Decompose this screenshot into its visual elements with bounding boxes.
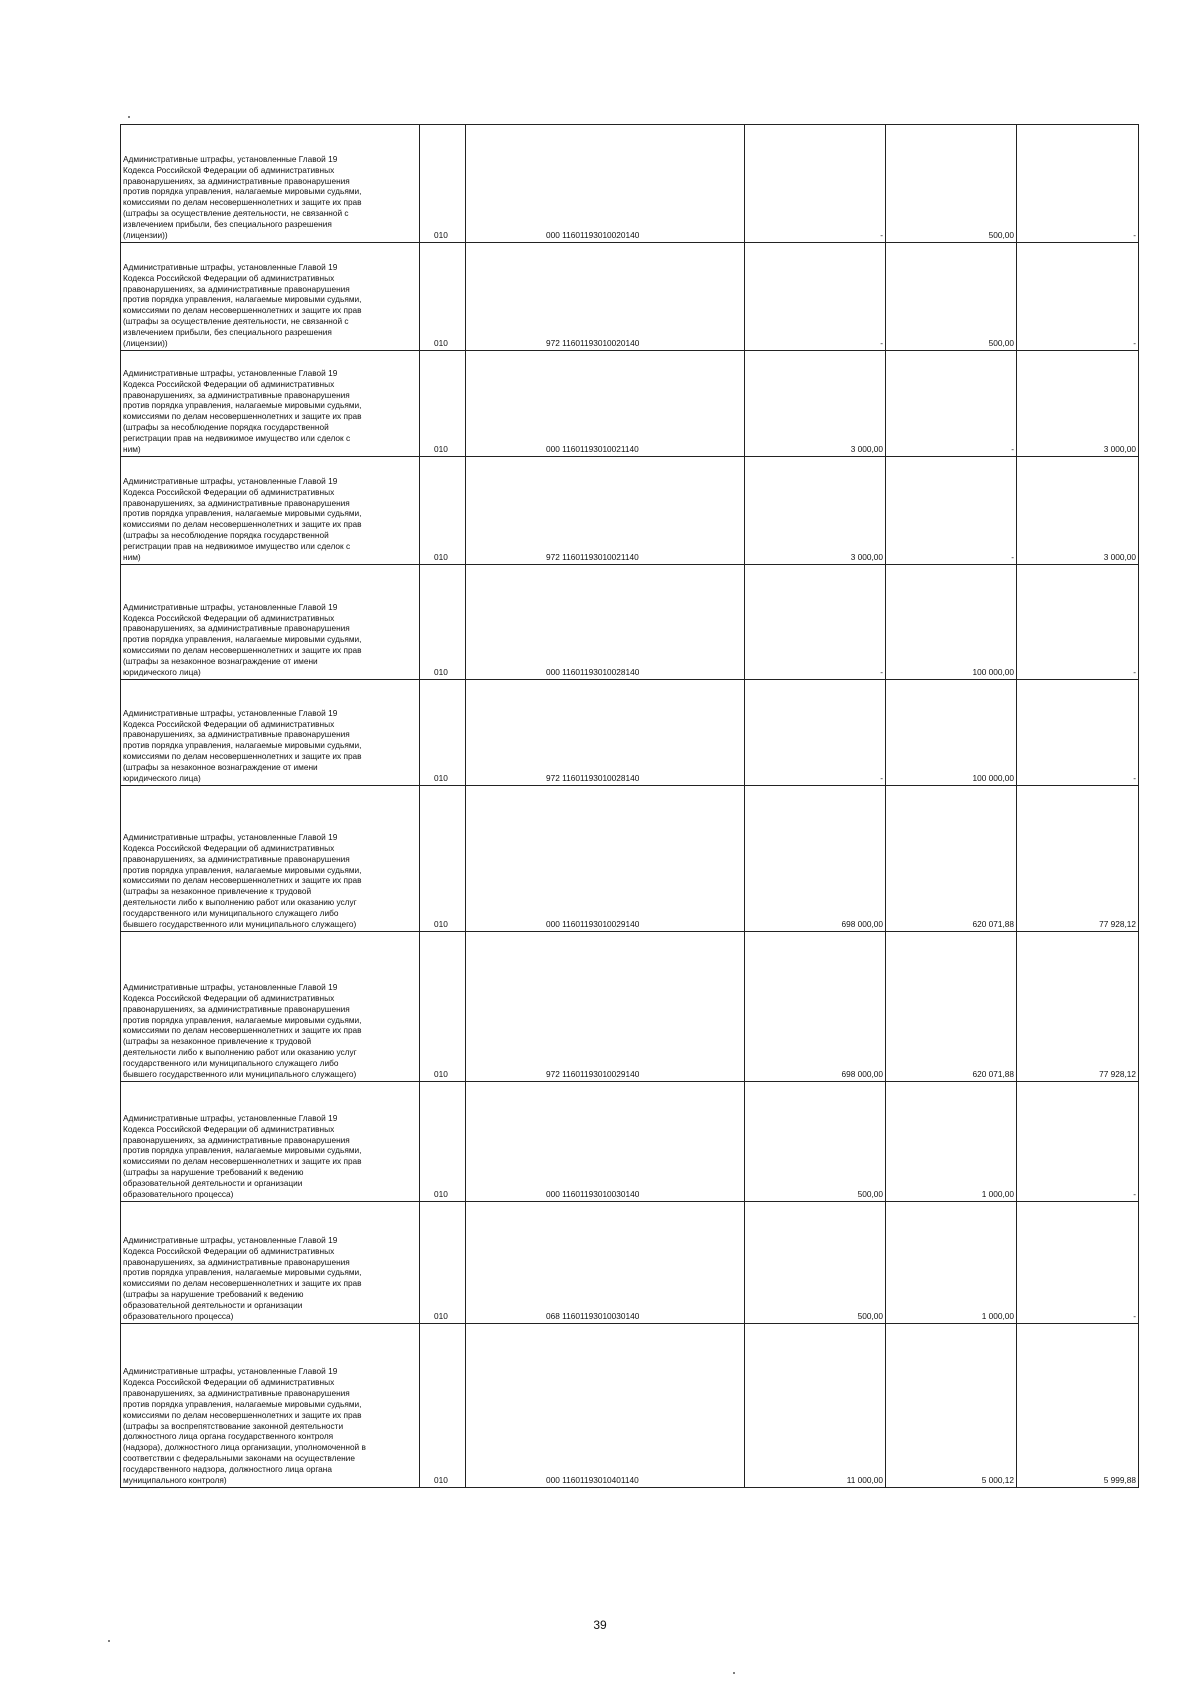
row-line-code: 010 — [420, 1082, 466, 1202]
row-description: Административные штрафы, установленные Главой 19 Кодекса Российской Федерации об административных правонарушениях, за административные правонарушения против порядка управления, налагаемые мировыми судьями, комиссиями по делам несовершеннолетних и защите их прав (штрафы за незаконное привлечение к трудовой деятельности либо к выполнению работ или оказанию услуг государственного или муниципального служащего либо бывшего государственного или муниципального служащего) — [121, 932, 420, 1082]
row-remaining-amount: 77 928,12 — [1017, 932, 1139, 1082]
table-row — [121, 1202, 1139, 1324]
table-row — [121, 243, 1139, 351]
row-planned-amount: 3 000,00 — [745, 457, 886, 565]
row-planned-amount: 698 000,00 — [745, 786, 886, 932]
row-line-code: 010 — [420, 932, 466, 1082]
scan-speck — [108, 1640, 110, 1642]
row-remaining-amount: - — [1017, 565, 1139, 680]
row-budget-code: 972 11601193010021140 — [466, 457, 745, 565]
table-row — [121, 680, 1139, 786]
row-planned-amount: - — [745, 125, 886, 243]
row-description: Административные штрафы, установленные Главой 19 Кодекса Российской Федерации об административных правонарушениях, за административные правонарушения против порядка управления, налагаемые мировыми судьями, комиссиями по делам несовершеннолетних и защите их прав (штрафы за незаконное вознаграждение от имени юридического лица) — [121, 565, 420, 680]
row-description: Административные штрафы, установленные Главой 19 Кодекса Российской Федерации об административных правонарушениях, за административные правонарушения против порядка управления, налагаемые мировыми судьями, комиссиями по делам несовершеннолетних и защите их прав (штрафы за осуществление деятельности, не связанной с извлечением прибыли, без специального разрешения (лицензии)) — [121, 125, 420, 243]
row-remaining-amount: - — [1017, 125, 1139, 243]
row-description: Административные штрафы, установленные Главой 19 Кодекса Российской Федерации об административных правонарушениях, за административные правонарушения против порядка управления, налагаемые мировыми судьями, комиссиями по делам несовершеннолетних и защите их прав (штрафы за несоблюдение порядка государственной регистрации прав на недвижимое имущество или сделок с ним) — [121, 457, 420, 565]
row-line-code: 010 — [420, 565, 466, 680]
row-line-code: 010 — [420, 243, 466, 351]
row-executed-amount: 500,00 — [886, 243, 1017, 351]
row-remaining-amount: - — [1017, 680, 1139, 786]
row-planned-amount: 500,00 — [745, 1082, 886, 1202]
table-row — [121, 125, 1139, 243]
row-budget-code: 000 11601193010028140 — [466, 565, 745, 680]
row-planned-amount: - — [745, 680, 886, 786]
row-budget-code: 000 11601193010029140 — [466, 786, 745, 932]
row-remaining-amount: - — [1017, 1082, 1139, 1202]
table-row — [121, 1082, 1139, 1202]
row-description: Административные штрафы, установленные Главой 19 Кодекса Российской Федерации об административных правонарушениях, за административные правонарушения против порядка управления, налагаемые мировыми судьями, комиссиями по делам несовершеннолетних и защите их прав (штрафы за нарушение требований к ведению образовательной деятельности и организации образовательного процесса) — [121, 1082, 420, 1202]
row-line-code: 010 — [420, 457, 466, 565]
row-planned-amount: - — [745, 565, 886, 680]
row-executed-amount: - — [886, 351, 1017, 457]
row-remaining-amount: 77 928,12 — [1017, 786, 1139, 932]
row-planned-amount: 3 000,00 — [745, 351, 886, 457]
row-planned-amount: 11 000,00 — [745, 1324, 886, 1488]
row-line-code: 010 — [420, 786, 466, 932]
row-executed-amount: 620 071,88 — [886, 786, 1017, 932]
row-line-code: 010 — [420, 351, 466, 457]
row-executed-amount: 5 000,12 — [886, 1324, 1017, 1488]
row-remaining-amount: 5 999,88 — [1017, 1324, 1139, 1488]
row-planned-amount: - — [745, 243, 886, 351]
row-budget-code: 000 11601193010020140 — [466, 125, 745, 243]
row-planned-amount: 500,00 — [745, 1202, 886, 1324]
row-executed-amount: 100 000,00 — [886, 565, 1017, 680]
row-remaining-amount: - — [1017, 1202, 1139, 1324]
table-row — [121, 932, 1139, 1082]
scan-speck — [128, 116, 130, 118]
table-body — [121, 125, 1139, 1488]
row-line-code: 010 — [420, 680, 466, 786]
row-executed-amount: 620 071,88 — [886, 932, 1017, 1082]
table-row — [121, 457, 1139, 565]
page-number: 39 — [593, 1618, 607, 1632]
row-planned-amount: 698 000,00 — [745, 932, 886, 1082]
row-executed-amount: 1 000,00 — [886, 1082, 1017, 1202]
row-description: Административные штрафы, установленные Главой 19 Кодекса Российской Федерации об административных правонарушениях, за административные правонарушения против порядка управления, налагаемые мировыми судьями, комиссиями по делам несовершеннолетних и защите их прав (штрафы за незаконное привлечение к трудовой деятельности либо к выполнению работ или оказанию услуг государственного или муниципального служащего либо бывшего государственного или муниципального служащего) — [121, 786, 420, 932]
row-executed-amount: 500,00 — [886, 125, 1017, 243]
table-row — [121, 786, 1139, 932]
revenue-table — [120, 124, 1139, 1488]
row-budget-code: 972 11601193010020140 — [466, 243, 745, 351]
row-description: Административные штрафы, установленные Главой 19 Кодекса Российской Федерации об административных правонарушениях, за административные правонарушения против порядка управления, налагаемые мировыми судьями, комиссиями по делам несовершеннолетних и защите их прав (штрафы за несоблюдение порядка государственной регистрации прав на недвижимое имущество или сделок с ним) — [121, 351, 420, 457]
row-budget-code: 972 11601193010028140 — [466, 680, 745, 786]
row-remaining-amount: 3 000,00 — [1017, 351, 1139, 457]
row-remaining-amount: - — [1017, 243, 1139, 351]
row-budget-code: 068 11601193010030140 — [466, 1202, 745, 1324]
row-executed-amount: 100 000,00 — [886, 680, 1017, 786]
row-budget-code: 000 11601193010401140 — [466, 1324, 745, 1488]
row-description: Административные штрафы, установленные Главой 19 Кодекса Российской Федерации об административных правонарушениях, за административные правонарушения против порядка управления, налагаемые мировыми судьями, комиссиями по делам несовершеннолетних и защите их прав (штрафы за нарушение требований к ведению образовательной деятельности и организации образовательного процесса) — [121, 1202, 420, 1324]
row-line-code: 010 — [420, 1202, 466, 1324]
row-budget-code: 000 11601193010021140 — [466, 351, 745, 457]
row-line-code: 010 — [420, 1324, 466, 1488]
table-row — [121, 565, 1139, 680]
row-budget-code: 000 11601193010030140 — [466, 1082, 745, 1202]
row-executed-amount: - — [886, 457, 1017, 565]
row-description: Административные штрафы, установленные Главой 19 Кодекса Российской Федерации об административных правонарушениях, за административные правонарушения против порядка управления, налагаемые мировыми судьями, комиссиями по делам несовершеннолетних и защите их прав (штрафы за незаконное вознаграждение от имени юридического лица) — [121, 680, 420, 786]
row-line-code: 010 — [420, 125, 466, 243]
row-description: Административные штрафы, установленные Главой 19 Кодекса Российской Федерации об административных правонарушениях, за административные правонарушения против порядка управления, налагаемые мировыми судьями, комиссиями по делам несовершеннолетних и защите их прав (штрафы за осуществление деятельности, не связанной с извлечением прибыли, без специального разрешения (лицензии)) — [121, 243, 420, 351]
row-description: Административные штрафы, установленные Главой 19 Кодекса Российской Федерации об административных правонарушениях, за административные правонарушения против порядка управления, налагаемые мировыми судьями, комиссиями по делам несовершеннолетних и защите их прав (штрафы за воспрепятствование законной деятельности должностного лица органа государственного контроля (надзора), должностного лица организации, уполномоченной в соответствии с федеральными законами на осуществление государственного надзора, должностного лица органа муниципального контроля) — [121, 1324, 420, 1488]
scan-speck — [733, 1672, 735, 1674]
table-row — [121, 1324, 1139, 1488]
row-remaining-amount: 3 000,00 — [1017, 457, 1139, 565]
table-row — [121, 351, 1139, 457]
row-budget-code: 972 11601193010029140 — [466, 932, 745, 1082]
row-executed-amount: 1 000,00 — [886, 1202, 1017, 1324]
